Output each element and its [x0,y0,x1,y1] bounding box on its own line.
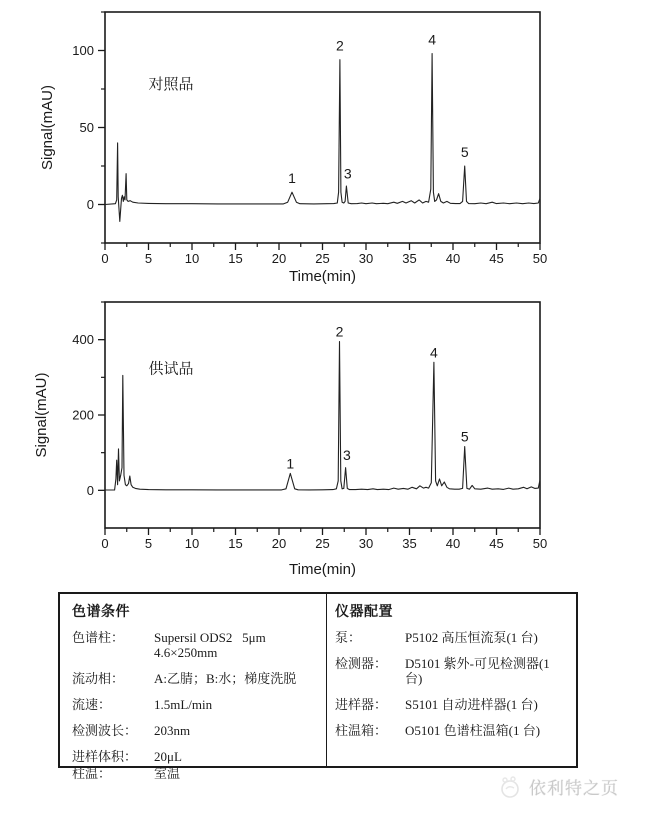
x-tick-label: 35 [402,251,417,266]
x-tick-label: 50 [532,536,548,551]
y-tick-label: 50 [79,120,94,135]
x-tick-label: 20 [271,251,287,266]
x-tick-label: 20 [271,536,287,551]
y-tick-label: 0 [86,197,94,212]
row-label: 流速： [72,697,112,712]
plot-frame [105,302,540,528]
table-row [72,723,320,738]
x-tick-label: 5 [144,251,153,266]
x-axis-label: Time(min) [289,268,356,285]
peak-label: 5 [460,143,469,160]
x-tick-label: 25 [315,536,330,551]
plot-frame [105,12,540,243]
row-label: 泵： [335,630,362,645]
table-row [72,766,320,781]
peak-label: 5 [460,428,469,445]
row-value: 203nm [154,723,191,738]
conditions-header: 色谱条件 [72,605,130,620]
x-tick-label: 40 [445,251,461,266]
reference-chromatogram-chart [0,0,654,300]
x-tick-label: 10 [184,251,200,266]
row-label: 检测器： [335,656,388,671]
table-row [335,697,570,712]
table-row [335,723,570,738]
y-tick-label: 200 [72,407,94,423]
x-tick-label: 50 [532,251,548,266]
x-tick-label: 35 [402,536,417,551]
row-value: 1.5mL/min [154,697,213,712]
y-tick-label: 400 [72,332,94,348]
row-value: P5102 高压恒流泵(1 台) [405,630,538,645]
chromatographic-conditions-cell [60,594,327,781]
table-row [72,749,320,764]
table-row [72,697,320,712]
table-row [72,630,320,660]
table-row [72,671,320,686]
row-label: 检测波长： [72,723,138,738]
peak-label: 2 [336,37,344,54]
x-tick-label: 5 [144,536,153,551]
peak-label: 2 [335,323,344,340]
conditions-table [58,592,578,781]
watermark [498,774,619,799]
row-label: 柱温： [72,766,112,781]
row-value: S5101 自动进样器(1 台) [405,697,538,712]
table-row [335,630,570,645]
row-value: A:乙腈；B:水；梯度洗脱 [154,671,297,686]
sample-label: 供试品 [148,360,194,378]
peak-label: 3 [343,165,352,182]
y-tick-label: 0 [86,482,94,498]
elite-logo-icon [498,775,522,799]
x-tick-label: 45 [489,536,504,551]
x-tick-label: 30 [358,536,374,551]
row-label: 流动相： [72,671,125,686]
row-value: 20μL [154,749,182,764]
row-value: Supersil ODS2 5μm 4.6×250mm [154,630,269,660]
row-value: 室温 [154,766,181,781]
row-label: 进样器： [335,697,388,712]
x-tick-label: 15 [228,536,243,551]
peak-label: 1 [286,455,295,472]
x-tick-label: 30 [358,251,374,266]
sample-chromatogram-chart [0,290,654,590]
y-axis-label: Signal(mAU) [33,372,50,458]
peak-label: 1 [288,169,296,186]
watermark-text: 依利特之页 [529,779,619,798]
configuration-header: 仪器配置 [335,605,393,620]
x-axis-label: Time(min) [289,561,356,578]
x-tick-label: 15 [228,251,243,266]
x-tick-label: 45 [489,251,504,266]
row-value: O5101 色谱柱温箱(1 台) [405,723,541,738]
y-tick-label: 100 [72,43,94,58]
x-tick-label: 40 [445,536,461,551]
x-tick-label: 0 [101,536,109,551]
x-tick-label: 25 [315,251,330,266]
instrument-configuration-cell [327,594,576,766]
row-label: 柱温箱： [335,723,388,738]
table-row [335,656,570,686]
row-label: 进样体积： [72,749,138,764]
row-label: 色谱柱： [72,630,125,645]
x-tick-label: 10 [184,536,200,551]
row-value: D5101 紫外-可见检测器(1 台) [405,656,554,686]
peak-label: 4 [429,344,438,361]
peak-label: 4 [428,31,437,48]
y-axis-label: Signal(mAU) [39,84,56,171]
sample-label: 对照品 [148,76,194,93]
x-tick-label: 0 [101,251,109,266]
peak-label: 3 [342,447,351,464]
